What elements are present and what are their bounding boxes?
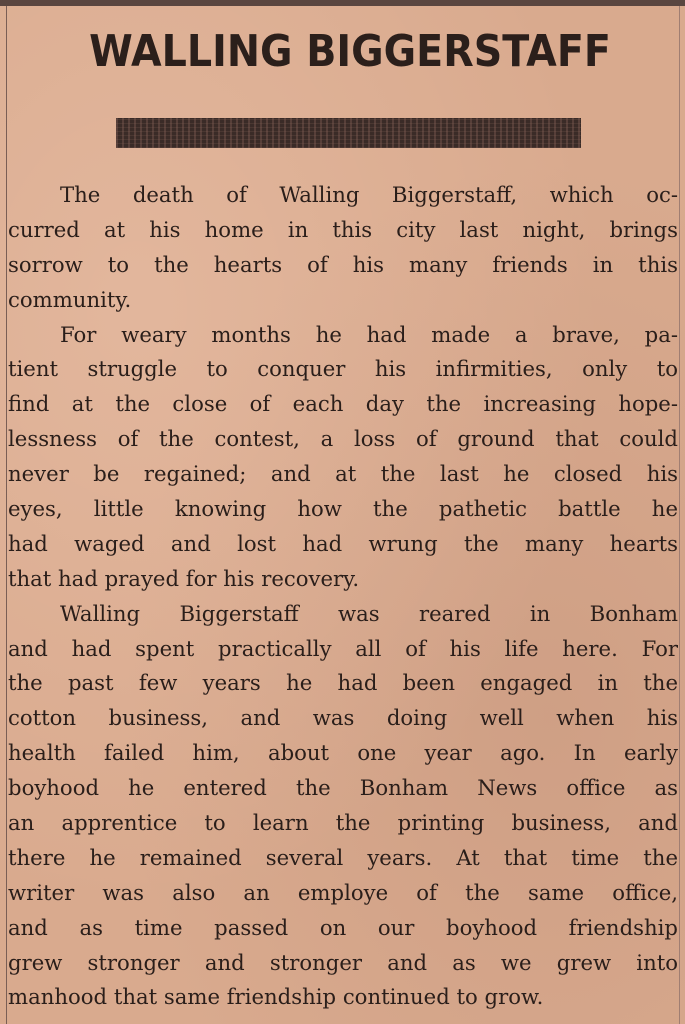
left-column-rule [6,6,7,1024]
paragraph-3-line-4: cotton business, and was doing well when his [8,705,678,731]
headline-dash-rule [116,118,581,148]
right-column-rule [679,6,680,1024]
top-column-rule [0,0,685,6]
paragraph-3-line-1: Walling Biggerstaff was reared in Bonham [60,600,678,626]
paragraph-3-line-12: manhood that same friendship continued to grow. [8,984,544,1010]
paragraph-2-line-7: had waged and lost had wrung the many hearts [8,530,678,556]
paragraph-2-line-4: lessness of the contest, a loss of ground that could [8,426,678,452]
headline: WALLING BIGGERSTAFF [89,26,611,77]
paragraph-3-line-10: and as time passed on our boyhood friendship [8,914,678,940]
paragraph-3-line-5: health failed him, about one year ago. In early [8,740,678,766]
paragraph-3-line-11: grew stronger and stronger and as we grew into [8,949,678,975]
paragraph-2-line-6: eyes, little knowing how the pathetic battle he [8,496,678,522]
paragraph-2-line-2: tient struggle to conquer his infirmities, only to [8,356,678,382]
paragraph-1-line-3: sorrow to the hearts of his many friends in this [8,251,678,277]
paragraph-1-line-2: curred at his home in this city last night, brings [8,216,678,242]
paragraph-2-line-5: never be regained; and at the last he closed his [8,461,678,487]
paragraph-2-line-1: For weary months he had made a brave, pa- [60,321,678,347]
paragraph-3-line-7: an apprentice to learn the printing business, and [8,810,678,836]
paragraph-3-line-6: boyhood he entered the Bonham News office as [8,775,678,801]
paragraph-3-line-8: there he remained several years. At that time the [8,844,678,870]
paragraph-1-line-4: community. [8,286,132,312]
paragraph-1-line-1: The death of Walling Biggerstaff, which oc- [60,182,678,207]
article-body [8,178,678,1015]
paragraph-3-line-2: and had spent practically all of his life here. For [8,635,678,661]
paragraph-2-line-8: that had prayed for his recovery. [8,565,360,591]
paragraph-3-line-9: writer was also an employe of the same office, [8,879,678,905]
paragraph-3-line-3: the past few years he had been engaged in the [8,670,678,696]
paragraph-2-line-3: find at the close of each day the increasing hope- [8,391,678,417]
